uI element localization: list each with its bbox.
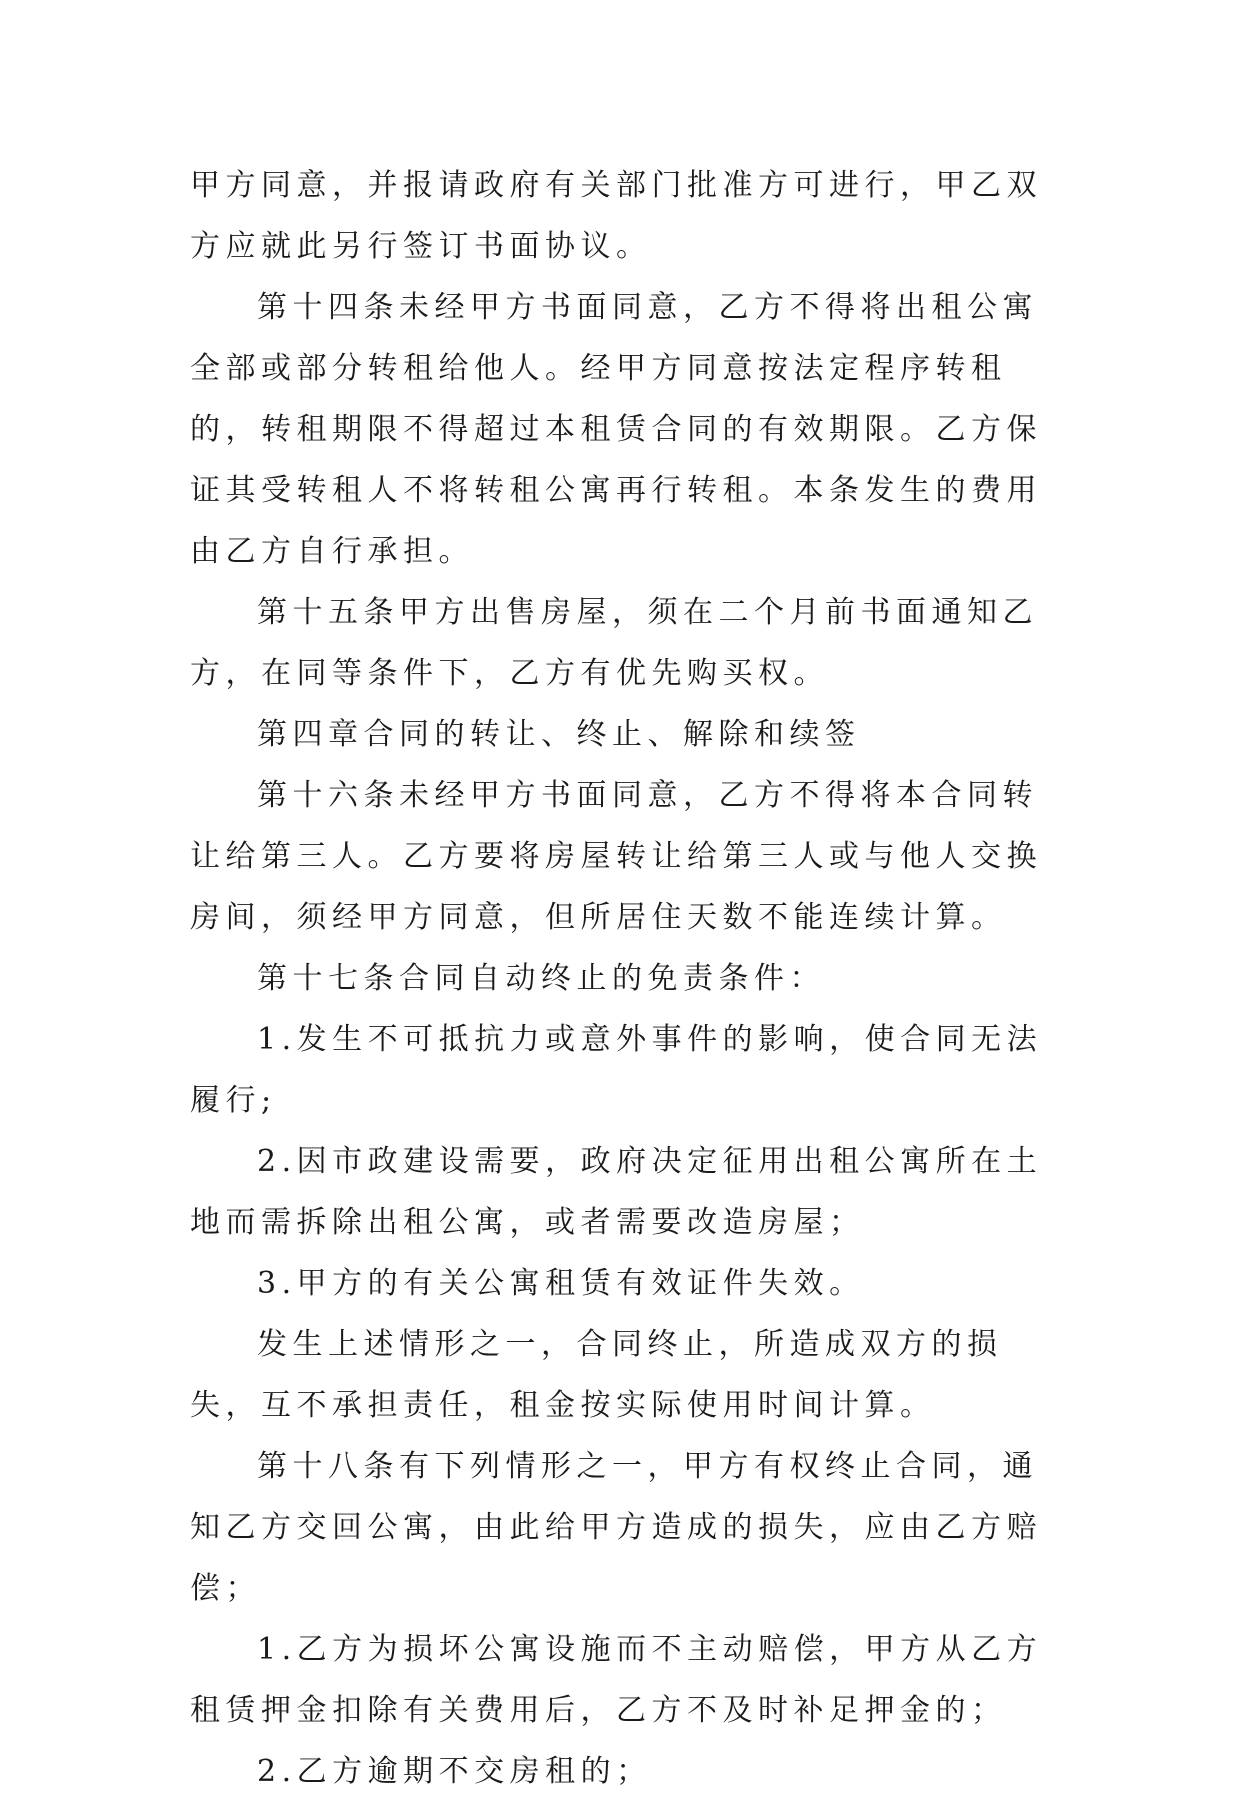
paragraph-article-17: 第十七条合同自动终止的免责条件： [257, 961, 825, 996]
list-item: 1.发生不可抵抗力或意外事件的影响，使合同无法履行; [190, 1022, 1043, 1118]
paragraph-article-16: 第十六条未经甲方书面同意，乙方不得将本合同转让给第三人。乙方要将房屋转让给第三人或与他人交换房间，须经甲方同意，但所居住天数不能连续计算。 [190, 778, 1042, 935]
list-item: 3.甲方的有关公寓租赁有效证件失效。 [257, 1266, 865, 1301]
list-item: 2.因市政建设需要，政府决定征用出租公寓所在土地而需拆除出租公寓，或者需要改造房屋； [190, 1144, 1043, 1240]
paragraph-termination-note: 发生上述情形之一，合同终止，所造成双方的损失，互不承担责任，租金按实际使用时间计算。 [190, 1327, 1003, 1423]
chapter-heading: 第四章合同的转让、终止、解除和续签 [257, 717, 861, 752]
paragraph-article-14: 第十四条未经甲方书面同意，乙方不得将出租公寓全部或部分转租给他人。经甲方同意按法定程序转租的，转租期限不得超过本租赁合同的有效期限。乙方保证其受转租人不将转租公寓再行转租。本条发生的费用由乙方自行承担。 [190, 290, 1042, 569]
list-item: 1.乙方为损坏公寓设施而不主动赔偿，甲方从乙方租赁押金扣除有关费用后，乙方不及时补足押金的； [190, 1632, 1043, 1728]
document-body [190, 155, 1070, 1802]
paragraph-article-15: 第十五条甲方出售房屋，须在二个月前书面通知乙方，在同等条件下，乙方有优先购买权。 [190, 595, 1038, 691]
list-item: 2.乙方逾期不交房租的； [257, 1754, 652, 1789]
paragraph-continuation: 甲方同意，并报请政府有关部门批准方可进行，甲乙双方应就此另行签订书面协议。 [190, 168, 1042, 264]
paragraph-article-18: 第十八条有下列情形之一，甲方有权终止合同，通知乙方交回公寓，由此给甲方造成的损失，应由乙方赔偿； [190, 1449, 1042, 1606]
